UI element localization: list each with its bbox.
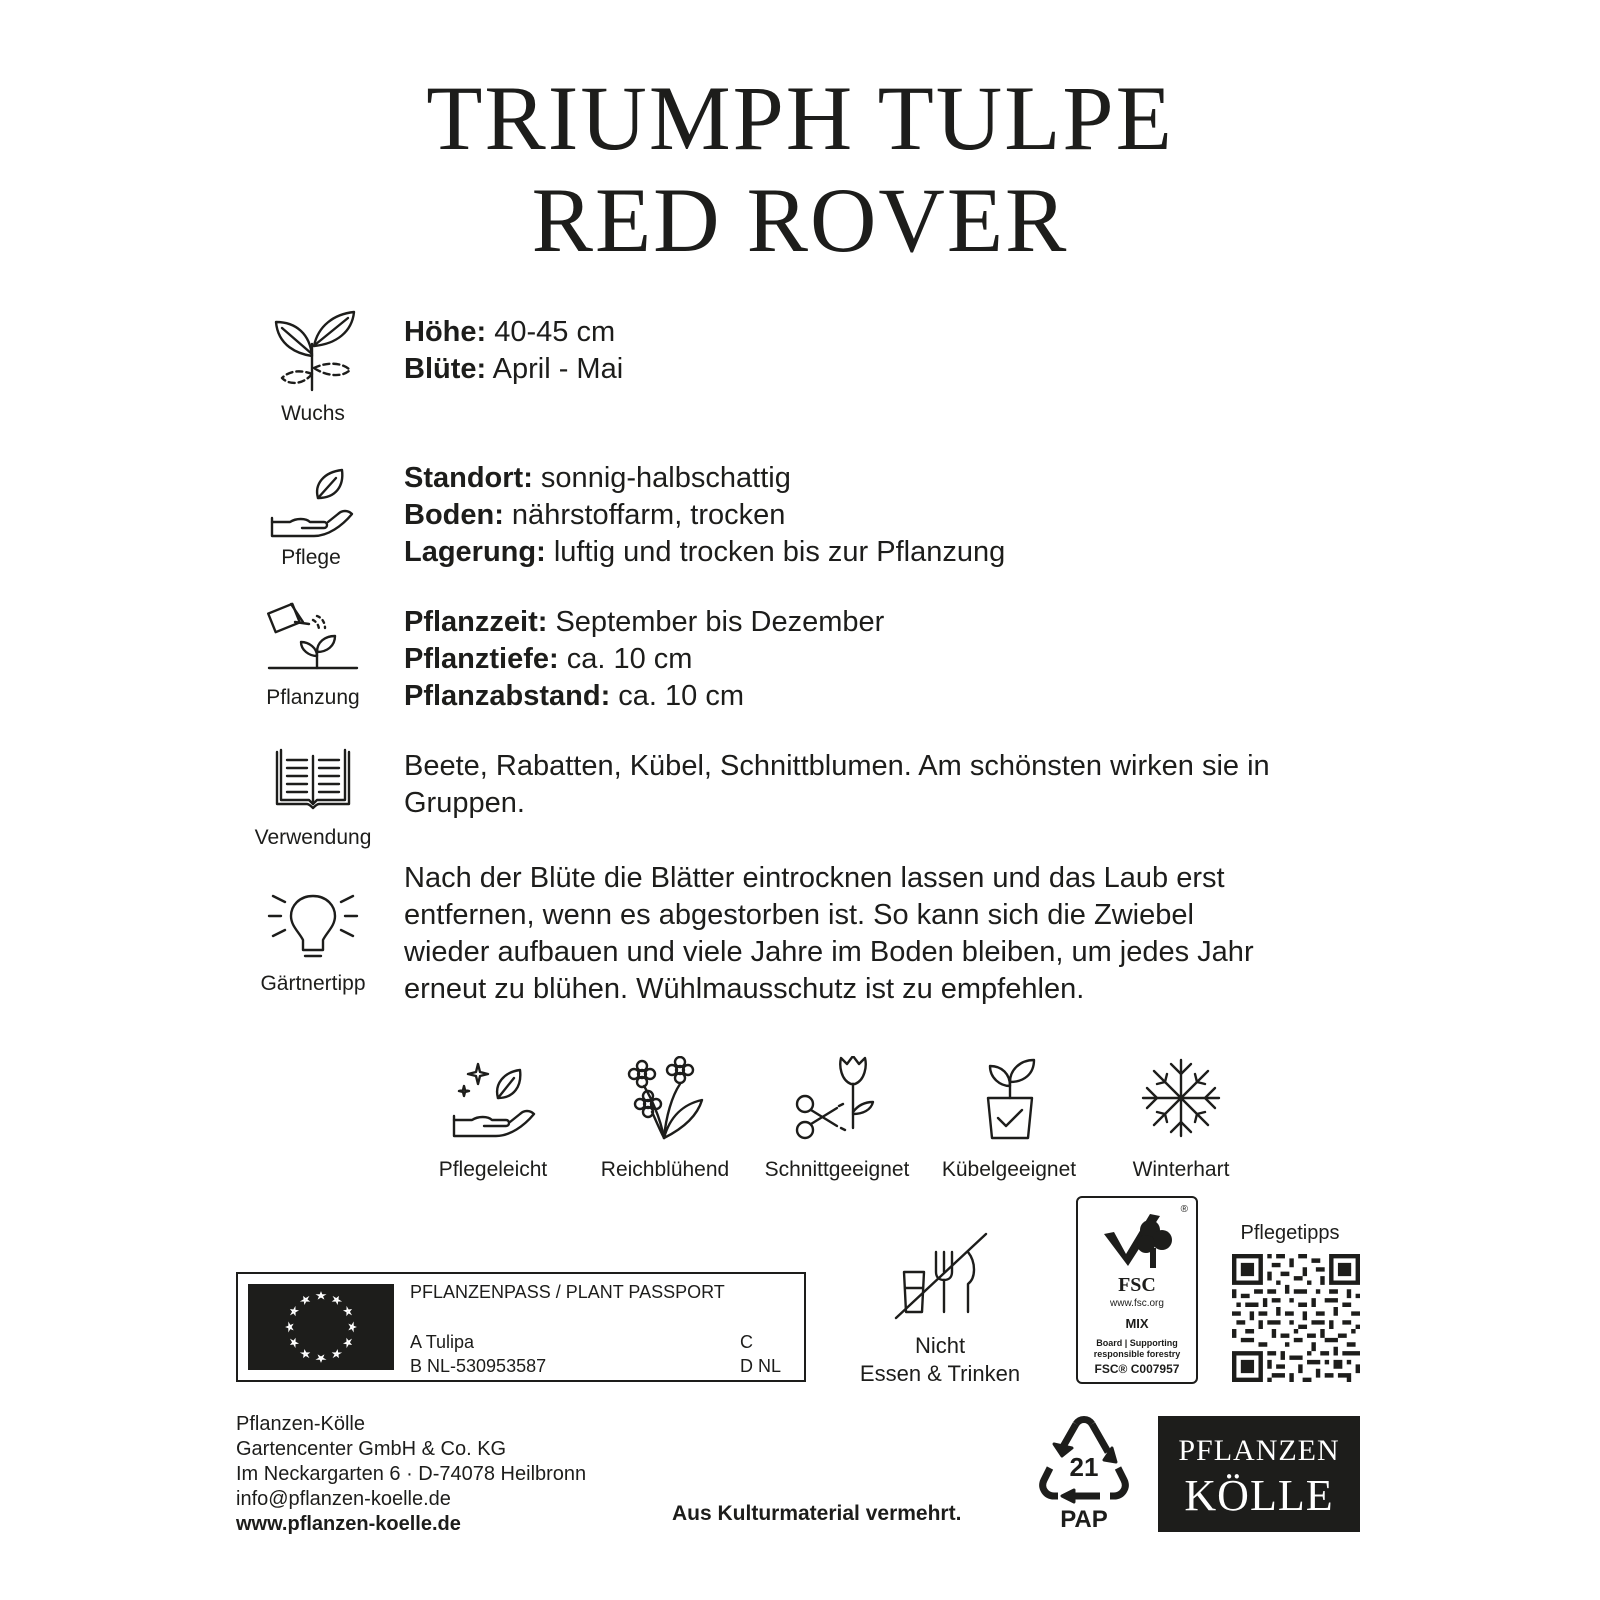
info-row-soil: Boden: nährstoffarm, trocken bbox=[404, 499, 786, 531]
feature-reichbluehend bbox=[580, 1056, 750, 1182]
recycling-symbol bbox=[1036, 1414, 1132, 1538]
fsc-logo bbox=[1076, 1196, 1198, 1384]
pflanzung-label: Pflanzung bbox=[266, 686, 360, 709]
verwendung-text bbox=[404, 748, 1364, 822]
fsc-code: FSC® C007957 bbox=[1094, 1362, 1180, 1376]
feature-pflegeleicht bbox=[408, 1056, 578, 1182]
verwendung-block bbox=[228, 746, 398, 850]
recycling-code: PAP bbox=[1060, 1506, 1108, 1533]
tip-line: erneut zu blühen. Wühlmausschutz ist zu empfehlen. bbox=[404, 973, 1085, 1005]
open-book-icon bbox=[273, 746, 353, 812]
potted-plant-icon bbox=[964, 1056, 1054, 1140]
wuchs-block bbox=[228, 308, 398, 426]
company-street: Im Neckargarten 6 · D-74078 Heilbronn bbox=[236, 1463, 587, 1485]
title-line-1: TRIUMPH TULPE bbox=[426, 67, 1174, 169]
verwendung-line: Beete, Rabatten, Kübel, Schnittblumen. Am schönsten wirken sie in bbox=[404, 750, 1270, 782]
fsc-registered: ® bbox=[1180, 1204, 1188, 1215]
fsc-desc: Board | Supporting responsible forestry bbox=[1093, 1338, 1181, 1359]
passport-c: C bbox=[740, 1332, 753, 1352]
recycling-number: 21 bbox=[1069, 1452, 1099, 1482]
fsc-tree-check-icon bbox=[1100, 1210, 1178, 1274]
feature-label: Pflegeleicht bbox=[438, 1158, 548, 1181]
passport-a: A Tulipa bbox=[410, 1332, 475, 1352]
company-website[interactable]: www.pflanzen-koelle.de bbox=[236, 1513, 461, 1535]
tip-line: Nach der Blüte die Blätter eintrocknen lassen und das Laub erst bbox=[404, 862, 1225, 894]
brand-line-2: KÖLLE bbox=[1184, 1471, 1334, 1520]
sprout-leaves-icon bbox=[268, 308, 358, 396]
tip-line: wieder aufbauen und viele Jahre im Boden bleiben, um jedes Jahr bbox=[404, 936, 1254, 968]
info-row-plant-spacing: Pflanzabstand: ca. 10 cm bbox=[404, 680, 745, 712]
no-eating-drinking-icon bbox=[890, 1228, 990, 1322]
title-line-2: RED ROVER bbox=[531, 169, 1069, 271]
brand-line-1: PFLANZEN bbox=[1178, 1434, 1340, 1467]
snowflake-icon bbox=[1139, 1056, 1223, 1140]
plant-passport bbox=[236, 1272, 806, 1382]
gaertnertipp-block bbox=[228, 886, 398, 996]
feature-schnittgeeignet bbox=[752, 1056, 922, 1182]
light-bulb-icon bbox=[265, 886, 361, 966]
warning-line: Essen & Trinken bbox=[859, 1361, 1021, 1386]
pflege-info bbox=[404, 460, 1005, 571]
gaertnertipp-label: Gärtnertipp bbox=[260, 972, 366, 995]
fsc-name: FSC bbox=[1118, 1274, 1156, 1296]
company-email[interactable]: info@pflanzen-koelle.de bbox=[236, 1488, 451, 1510]
feature-label: Kübelgeeignet bbox=[941, 1158, 1077, 1181]
eu-flag bbox=[248, 1284, 394, 1370]
info-row-plant-time: Pflanzzeit: September bis Dezember bbox=[404, 606, 885, 638]
eu-stars-icon bbox=[248, 1284, 394, 1370]
pflege-label: Pflege bbox=[281, 546, 341, 569]
info-row-plant-depth: Pflanztiefe: ca. 10 cm bbox=[404, 643, 693, 675]
feature-kuebelgeeignet bbox=[924, 1056, 1094, 1182]
feature-label: Reichblühend bbox=[600, 1158, 730, 1181]
scissors-tulip-icon bbox=[789, 1056, 885, 1140]
wuchs-info bbox=[404, 314, 623, 388]
warning-line: Nicht bbox=[914, 1333, 966, 1358]
qr-label: Pflegetipps bbox=[1240, 1222, 1340, 1244]
tip-line: entfernen, wenn es abgestorben ist. So kann sich die Zwiebel bbox=[404, 899, 1194, 931]
hand-leaf-icon bbox=[266, 468, 356, 540]
feature-label: Winterhart bbox=[1132, 1158, 1230, 1181]
warning-text bbox=[850, 1332, 1030, 1388]
verwendung-label: Verwendung bbox=[254, 826, 372, 849]
feature-winterhart bbox=[1096, 1056, 1266, 1182]
info-row-bloom: Blüte: April - Mai bbox=[404, 353, 624, 385]
pflanzung-block bbox=[228, 598, 398, 710]
fsc-url: www.fsc.org bbox=[1110, 1298, 1164, 1309]
brand-logo bbox=[1158, 1416, 1360, 1532]
info-row-storage: Lagerung: luftig und trocken bis zur Pflanzung bbox=[404, 536, 1006, 568]
company-address bbox=[236, 1412, 586, 1537]
info-row-location: Standort: sonnig-halbschattig bbox=[404, 462, 791, 494]
flower-bouquet-icon bbox=[620, 1056, 710, 1140]
verwendung-line: Gruppen. bbox=[404, 787, 525, 819]
feature-label: Schnittgeeignet bbox=[764, 1158, 910, 1181]
info-row-height: Höhe: 40-45 cm bbox=[404, 316, 616, 348]
pflege-block bbox=[226, 468, 396, 570]
pflanzung-info bbox=[404, 604, 884, 715]
company-name: Pflanzen-Kölle bbox=[236, 1413, 365, 1435]
fsc-mix: MIX bbox=[1125, 1316, 1149, 1331]
qr-code[interactable] bbox=[1232, 1254, 1360, 1382]
company-legal-name: Gartencenter GmbH & Co. KG bbox=[236, 1438, 507, 1460]
culture-note: Aus Kulturmaterial vermehrt. bbox=[672, 1502, 962, 1525]
passport-d: D NL bbox=[740, 1356, 782, 1376]
watering-can-seedling-icon bbox=[265, 598, 361, 680]
gaertnertipp-text bbox=[404, 860, 1364, 1008]
passport-b: B NL-530953587 bbox=[410, 1356, 547, 1376]
passport-title: PFLANZENPASS / PLANT PASSPORT bbox=[410, 1282, 725, 1302]
no-food-symbol bbox=[890, 1228, 990, 1327]
hand-leaf-sparkle-icon bbox=[448, 1056, 538, 1140]
wuchs-label: Wuchs bbox=[281, 402, 345, 425]
